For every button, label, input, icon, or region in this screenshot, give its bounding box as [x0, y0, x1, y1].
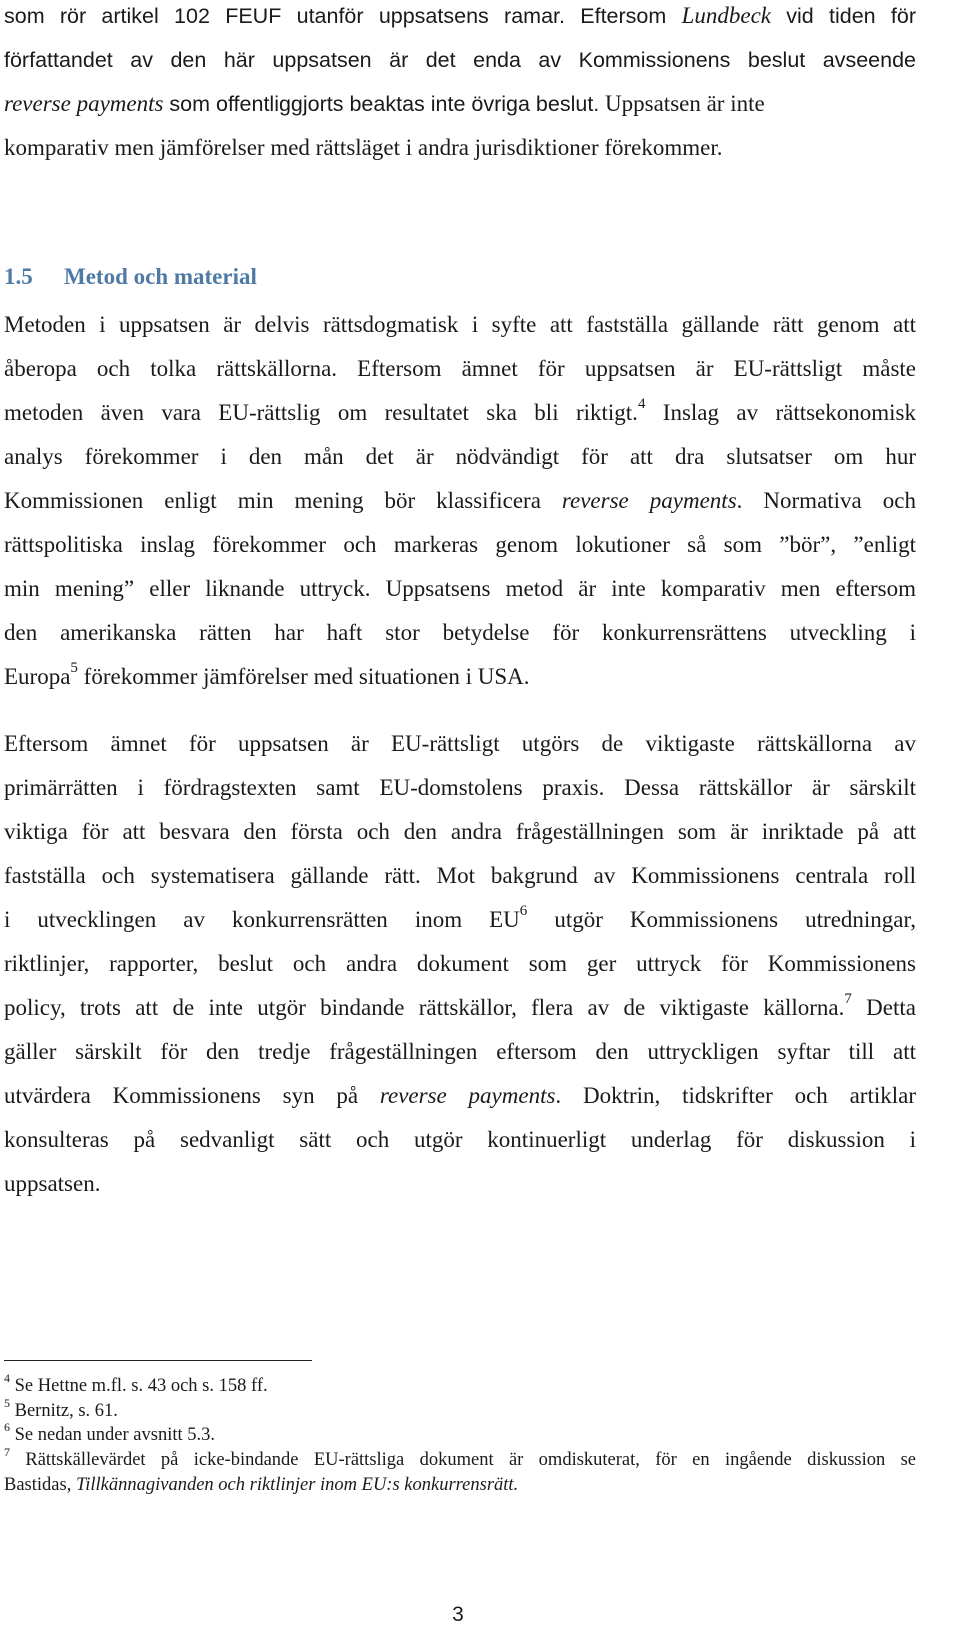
intro-line-3: reverse payments som offentliggjorts beaktas inte övriga beslut. Uppsatsen är inte: [4, 91, 765, 116]
intro-line-1: som rör artikel 102 FEUF utanför uppsatsens ramar. Eftersom Lundbeck vid tiden för: [4, 3, 916, 28]
footnote-5: $^5$ Bernitz, s. 61.: [4, 1395, 118, 1421]
section-heading: [4, 264, 257, 290]
method-line-2: åberopa och tolka rättskällorna. Eftersom ämnet för uppsatsen är EU-rättsligt måste: [4, 356, 917, 381]
material-line-1: Eftersom ämnet för uppsatsen är EU-rättsligt utgörs de viktigaste rättskällorna av: [4, 731, 916, 756]
material-line-5: i utvecklingen av konkurrensrätten inom $EU^6$ utgör Kommissionens utredningar,: [4, 903, 916, 932]
method-line-8: den amerikanska rätten har haft stor betydelse för konkurrensrättens utveckling i: [4, 620, 916, 645]
material-line-11: uppsatsen.: [4, 1171, 101, 1196]
page-number: 3: [452, 1603, 464, 1626]
footnote-ref-6: 6: [519, 903, 528, 920]
material-line-3: viktiga för att besvara den första och den andra frågeställningen som är inriktade på att: [4, 819, 916, 844]
material-line-10: konsulteras på sedvanligt sätt och utgör kontinuerligt underlag för diskussion i: [4, 1127, 916, 1152]
method-line-7: min mening” eller liknande uttryck. Uppsatsens metod är inte komparativ men eftersom: [4, 576, 916, 601]
footnote-ref-5: 5: [70, 660, 78, 677]
method-line-5: Kommissionen enligt min mening bör klassificera reverse payments. Normativa och: [4, 488, 916, 513]
section-number: 1.5: [4, 264, 33, 289]
footnote-7-line-1: $^7$ Rättskällevärdet på icke-bindande EU-rättsliga dokument är omdiskuterat, för en ingående diskussion se: [4, 1444, 916, 1470]
material-line-8: gäller särskilt för den tredje frågeställningen eftersom den uttryckligen syftar till att: [4, 1039, 916, 1064]
material-line-7: policy, trots att de inte utgör bindande rättskällor, flera av de viktigaste källorna.$^7$ Detta: [4, 991, 916, 1020]
method-line-9: Europa$^5$ förekommer jämförelser med situationen i USA.: [4, 660, 530, 689]
footnote-7-line-2: Bastidas, Tillkännagivanden och riktlinjer inom EU:s konkurrensrätt.: [4, 1475, 519, 1495]
material-line-4: fastställa och systematisera gällande rätt. Mot bakgrund av Kommissionens centrala roll: [4, 863, 916, 888]
intro-line-4: komparativ men jämförelser med rättsläget i andra jurisdiktioner förekommer.: [4, 135, 723, 160]
material-line-2: primärrätten i fördragstexten samt EU-domstolens praxis. Dessa rättskällor är särskilt: [4, 775, 916, 800]
method-line-1: Metoden i uppsatsen är delvis rättsdogmatisk i syfte att fastställa gällande rätt genom att: [4, 312, 916, 337]
intro-line-2: författandet av den här uppsatsen är det enda av Kommissionens beslut avseende: [4, 48, 916, 72]
footnote-ref-4: 4: [637, 396, 646, 413]
footnote-6: $^6$ Se nedan under avsnitt 5.3.: [4, 1419, 215, 1445]
method-line-4: analys förekommer i den mån det är nödvändigt för att dra slutsatser om hur: [4, 444, 916, 469]
footnote-separator: [4, 1360, 312, 1361]
section-title: Metod och material: [64, 264, 257, 289]
material-line-9: utvärdera Kommissionens syn på reverse payments. Doktrin, tidskrifter och artiklar: [4, 1083, 916, 1108]
footnote-4: $^4$ Se Hettne m.fl. s. 43 och s. 158 ff.: [4, 1370, 268, 1396]
material-line-6: riktlinjer, rapporter, beslut och andra dokument som ger uttryck för Kommissionens: [4, 951, 916, 976]
method-line-6: rättspolitiska inslag förekommer och markeras genom lokutioner så som ”bör”, ”enligt: [4, 532, 916, 557]
method-line-3: metoden även vara EU-rättslig om resultatet ska bli riktigt.$^4$ Inslag av rättsekonomisk: [4, 396, 916, 425]
footnote-ref-7: 7: [844, 991, 852, 1008]
